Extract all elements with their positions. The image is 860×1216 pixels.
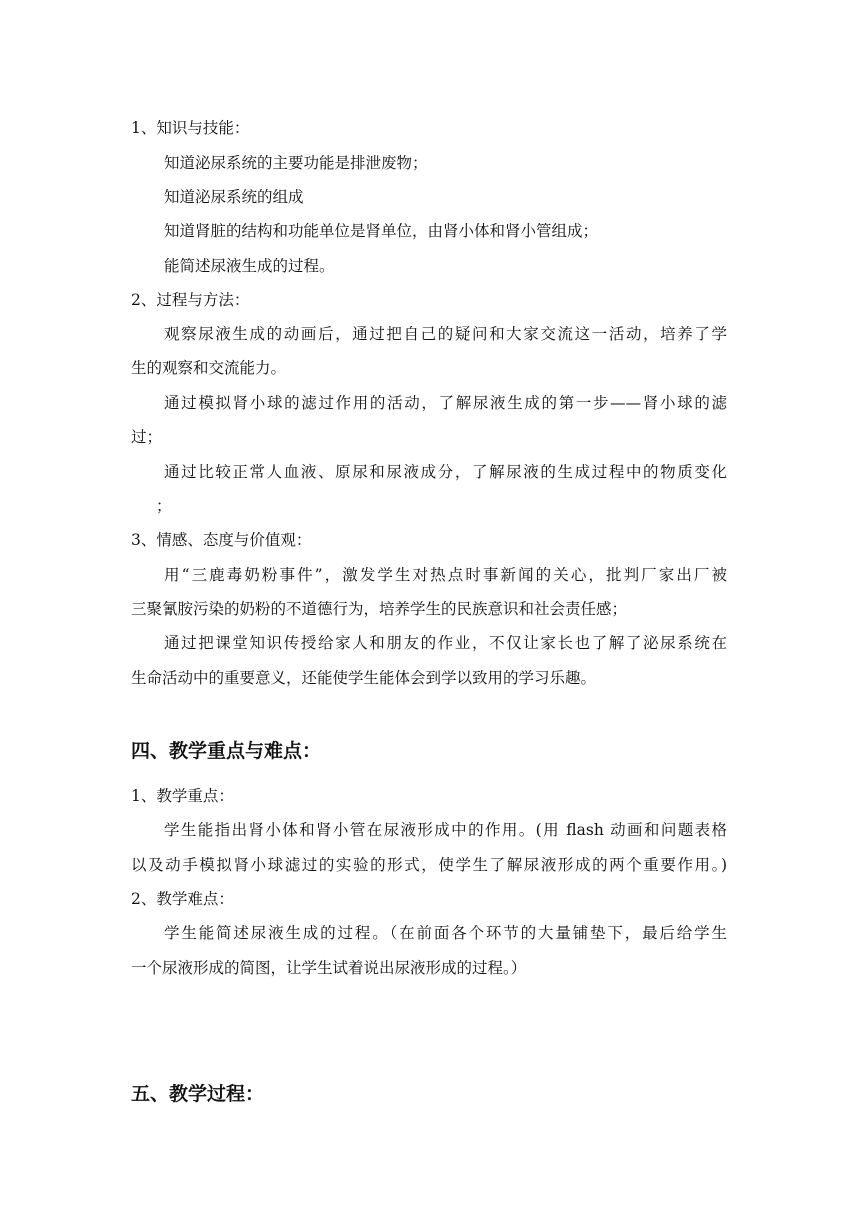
process-paragraph-line: 观察尿液生成的动画后，通过把自己的疑问和大家交流这一活动，培养了学 xyxy=(164,325,727,343)
knowledge-item: 能简述尿液生成的过程。 xyxy=(164,257,335,275)
process-paragraph-line: 通过模拟肾小球的滤过作用的活动，了解尿液生成的第一步——肾小球的滤 xyxy=(164,394,727,412)
process-paragraph-line: 生的观察和交流能力。 xyxy=(131,359,287,377)
knowledge-item: 知道肾脏的结构和功能单位是肾单位，由肾小体和肾小管组成； xyxy=(164,222,599,240)
attitude-paragraph-line: 通过把课堂知识传授给家人和朋友的作业，不仅让家长也了解了泌尿系统在 xyxy=(164,634,727,652)
attitude-paragraph-line: 三聚氰胺污染的奶粉的不道德行为，培养学生的民族意识和社会责任感； xyxy=(131,600,628,618)
process-paragraph-line: 过； xyxy=(131,428,163,446)
attitude-paragraph-line: 用“三鹿毒奶粉事件”，激发学生对热点时事新闻的关心，批判厂家出厂被 xyxy=(164,566,727,584)
section-heading: 四、教学重点与难点： xyxy=(131,740,322,762)
key-point-line: 以及动手模拟肾小球滤过的实验的形式，使学生了解尿液形成的两个重要作用。) xyxy=(131,856,727,874)
process-paragraph-line: ； xyxy=(156,497,172,515)
attitude-title: 3、情感、态度与价值观： xyxy=(131,531,312,549)
knowledge-item: 知道泌尿系统的主要功能是排泄废物； xyxy=(164,154,428,172)
key-point-title: 1、教学重点： xyxy=(131,787,234,805)
attitude-paragraph-line: 生命活动中的重要意义，还能使学生能体会到学以致用的学习乐趣。 xyxy=(131,669,597,687)
difficulty-title: 2、教学难点： xyxy=(131,890,234,908)
difficulty-line: 学生能简述尿液生成的过程。（在前面各个环节的大量铺垫下，最后给学生 xyxy=(164,924,727,942)
difficulty-line: 一个尿液形成的简图，让学生试着说出尿液形成的过程。） xyxy=(131,959,527,977)
section-heading: 五、教学过程： xyxy=(131,1083,265,1105)
knowledge-item: 知道泌尿系统的组成 xyxy=(164,188,304,206)
knowledge-title: 1、知识与技能： xyxy=(131,119,250,137)
process-title: 2、过程与方法： xyxy=(131,291,250,309)
process-paragraph-line: 通过比较正常人血液、原尿和尿液成分，了解尿液的生成过程中的物质变化 xyxy=(164,463,727,481)
key-point-line: 学生能指出肾小体和肾小管在尿液形成中的作用。(用 flash 动画和问题表格 xyxy=(164,821,727,839)
